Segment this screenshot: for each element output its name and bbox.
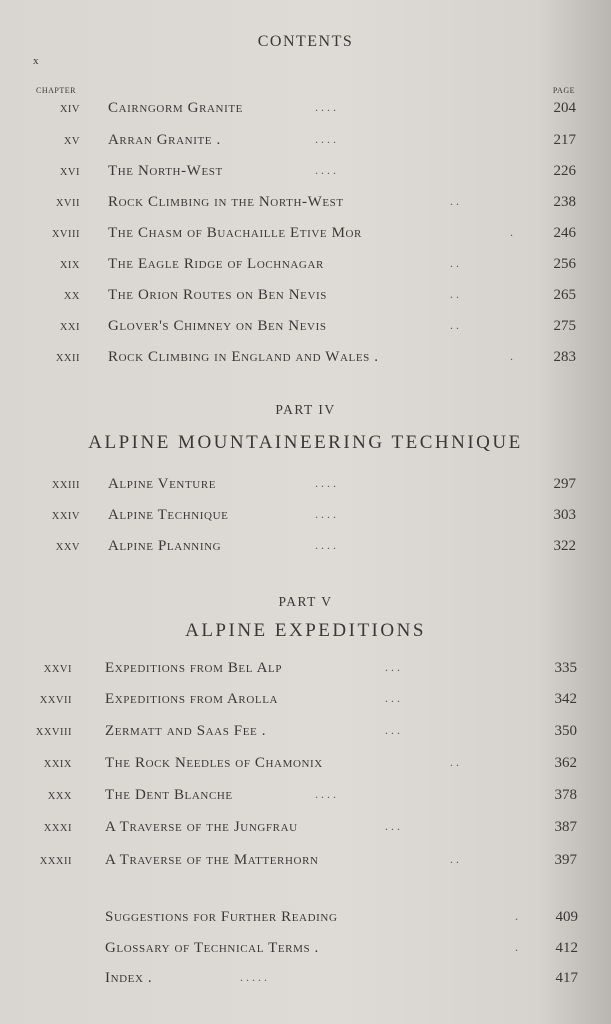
leader-dots: . . bbox=[450, 287, 459, 301]
page-number: 217 bbox=[553, 132, 576, 148]
page-number: 387 bbox=[554, 819, 577, 835]
chapter-number: XIV bbox=[59, 104, 80, 115]
toc-entry bbox=[0, 660, 611, 684]
chapter-title: Expeditions from Arolla bbox=[105, 691, 279, 707]
chapter-number: XX bbox=[63, 291, 80, 302]
chapter-title: The Orion Routes on Ben Nevis bbox=[108, 287, 327, 303]
chapter-title: A Traverse of the Jungfrau bbox=[105, 819, 298, 835]
part-label: PART IV bbox=[275, 402, 336, 417]
backmatter-title: Glossary of Technical Terms . bbox=[105, 940, 319, 956]
page-number: 265 bbox=[553, 287, 576, 303]
chapter-title: The Eagle Ridge of Lochnagar bbox=[108, 256, 324, 272]
chapter-number: XXVII bbox=[39, 695, 72, 706]
page-number: 275 bbox=[553, 318, 576, 334]
chapter-number: XXII bbox=[55, 353, 80, 364]
part-label: PART V bbox=[278, 594, 333, 609]
chapter-number: XXV bbox=[55, 542, 80, 553]
chapter-number: XXXI bbox=[43, 823, 72, 834]
backmatter-title: Suggestions for Further Reading bbox=[105, 909, 338, 925]
page-number: 256 bbox=[553, 256, 576, 272]
toc-entry bbox=[0, 476, 611, 500]
toc-entry bbox=[0, 318, 611, 342]
page-number: 409 bbox=[555, 909, 578, 925]
leader-dots: . . bbox=[450, 755, 459, 769]
leader-dots: . . bbox=[450, 256, 459, 270]
chapter-number: XXXII bbox=[39, 856, 72, 867]
page-number: 322 bbox=[553, 538, 576, 554]
page-title: CONTENTS bbox=[257, 33, 354, 50]
chapter-number: XV bbox=[63, 136, 80, 147]
toc-entry bbox=[0, 755, 611, 779]
toc-entry bbox=[0, 538, 611, 562]
chapter-number: XXIII bbox=[51, 480, 80, 491]
leader-dots: . . . . bbox=[315, 507, 336, 521]
chapter-title: Rock Climbing in the North-West bbox=[108, 194, 344, 210]
chapter-title: Alpine Planning bbox=[108, 538, 222, 554]
page-number: 342 bbox=[554, 691, 577, 707]
chapter-title: Alpine Technique bbox=[108, 507, 229, 523]
leader-dots: . bbox=[510, 349, 513, 363]
page-number: 204 bbox=[553, 100, 576, 116]
leader-dots: . . . bbox=[385, 660, 400, 674]
leader-dots: . . . . bbox=[315, 787, 336, 801]
leader-dots: . . . bbox=[385, 691, 400, 705]
chapter-title: Glover's Chimney on Ben Nevis bbox=[108, 318, 327, 334]
chapter-number: XVII bbox=[55, 198, 80, 209]
page-number: 412 bbox=[555, 940, 578, 956]
chapter-number: XXI bbox=[59, 322, 80, 333]
page-number: 335 bbox=[554, 660, 577, 676]
leader-dots: . . . . bbox=[315, 476, 336, 490]
toc-entry bbox=[0, 723, 611, 747]
part-title: ALPINE MOUNTAINEERING TECHNIQUE bbox=[88, 432, 523, 453]
chapter-number: XXVIII bbox=[35, 727, 72, 738]
toc-entry bbox=[0, 163, 611, 187]
chapter-title: Rock Climbing in England and Wales . bbox=[108, 349, 379, 365]
toc-entry bbox=[0, 691, 611, 715]
toc-entry bbox=[0, 852, 611, 876]
toc-entry bbox=[0, 287, 611, 311]
page-column-header: PAGE bbox=[552, 86, 575, 95]
toc-entry bbox=[0, 787, 611, 811]
page-number: 378 bbox=[554, 787, 577, 803]
page-number: 226 bbox=[553, 163, 576, 179]
chapter-title: Cairngorm Granite bbox=[108, 100, 244, 116]
part-title: ALPINE EXPEDITIONS bbox=[185, 620, 426, 641]
leader-dots: . . bbox=[450, 318, 459, 332]
page-number: 297 bbox=[553, 476, 576, 492]
chapter-column-header: CHAPTER bbox=[36, 86, 76, 95]
toc-entry bbox=[0, 970, 611, 994]
chapter-title: Alpine Venture bbox=[108, 476, 217, 492]
leader-dots: . . . . bbox=[315, 163, 336, 177]
backmatter-title: Index . bbox=[105, 970, 153, 986]
leader-dots: . . . . bbox=[315, 538, 336, 552]
chapter-number: XXIX bbox=[43, 759, 72, 770]
leader-dots: . bbox=[515, 940, 518, 954]
chapter-title: A Traverse of the Matterhorn bbox=[105, 852, 319, 868]
chapter-title: The North-West bbox=[108, 163, 223, 179]
page-number: 238 bbox=[553, 194, 576, 210]
toc-entry bbox=[0, 909, 611, 933]
page-folio: x bbox=[33, 55, 39, 67]
page-number: 362 bbox=[554, 755, 577, 771]
chapter-number: XVI bbox=[59, 167, 80, 178]
leader-dots: . bbox=[515, 909, 518, 923]
leader-dots: . . . . . bbox=[240, 970, 267, 984]
page-number: 397 bbox=[554, 852, 577, 868]
page-number: 303 bbox=[553, 507, 576, 523]
chapter-title: Arran Granite . bbox=[108, 132, 221, 148]
toc-entry bbox=[0, 100, 611, 124]
leader-dots: . . . bbox=[385, 819, 400, 833]
chapter-title: The Rock Needles of Chamonix bbox=[105, 755, 323, 771]
chapter-number: XXIV bbox=[51, 511, 80, 522]
toc-entry bbox=[0, 349, 611, 373]
chapter-title: The Dent Blanche bbox=[105, 787, 233, 803]
leader-dots: . . . . bbox=[315, 132, 336, 146]
page-number: 417 bbox=[555, 970, 578, 986]
toc-entry bbox=[0, 819, 611, 843]
leader-dots: . . bbox=[450, 194, 459, 208]
leader-dots: . . bbox=[450, 852, 459, 866]
page-number: 350 bbox=[554, 723, 577, 739]
toc-entry bbox=[0, 256, 611, 280]
chapter-number: XXX bbox=[47, 791, 72, 802]
chapter-number: XIX bbox=[59, 260, 80, 271]
chapter-title: Expeditions from Bel Alp bbox=[105, 660, 283, 676]
chapter-number: XVIII bbox=[51, 229, 80, 240]
toc-entry bbox=[0, 940, 611, 964]
toc-entry bbox=[0, 225, 611, 249]
leader-dots: . . . bbox=[385, 723, 400, 737]
toc-entry bbox=[0, 132, 611, 156]
chapter-title: Zermatt and Saas Fee . bbox=[105, 723, 267, 739]
page-number: 246 bbox=[553, 225, 576, 241]
leader-dots: . . . . bbox=[315, 100, 336, 114]
chapter-title: The Chasm of Buachaille Etive Mor bbox=[108, 225, 362, 241]
leader-dots: . bbox=[510, 225, 513, 239]
page-number: 283 bbox=[553, 349, 576, 365]
chapter-number: XXVI bbox=[43, 664, 72, 675]
toc-entry bbox=[0, 194, 611, 218]
toc-entry bbox=[0, 507, 611, 531]
